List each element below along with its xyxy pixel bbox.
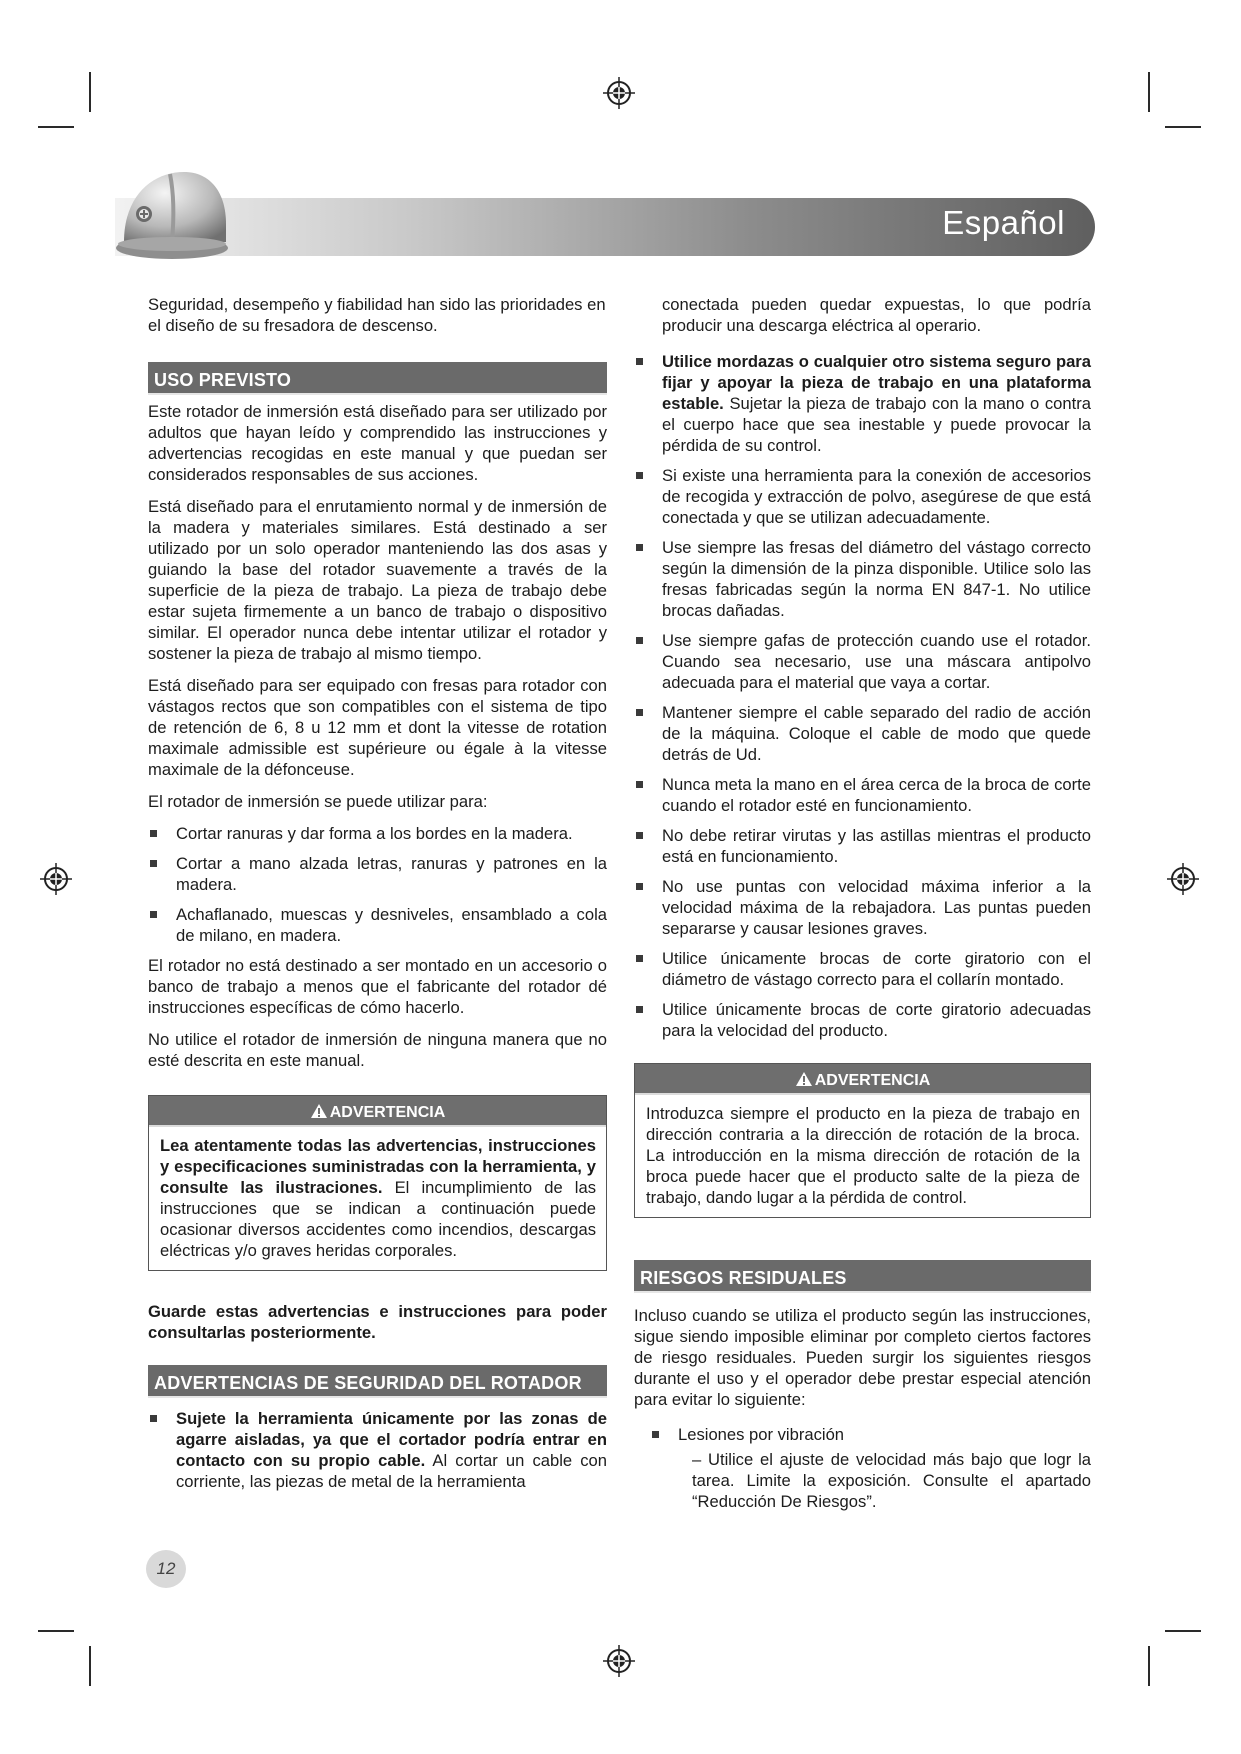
crop-mark: [1148, 72, 1150, 112]
uso-paragraph: No utilice el rotador de inmersión de ninguna manera que no esté descrita en este manual.: [148, 1030, 607, 1070]
dash-sub-item: – Utilice el ajuste de velocidad más bajo que logr la tarea. Limite la exposición. Consulte el apartado “Reducción De Riesgos”.: [692, 1450, 1091, 1511]
crop-mark: [38, 1630, 74, 1632]
page-number: 12: [146, 1550, 186, 1588]
registration-mark-icon: [602, 1644, 636, 1678]
bullet-square-icon: [636, 883, 643, 890]
seguridad-heading: ADVERTENCIAS DE SEGURIDAD DEL ROTADOR: [148, 1365, 607, 1398]
registration-mark-icon: [39, 862, 73, 896]
bullet-square-icon: [636, 781, 643, 788]
right-column: [634, 294, 1091, 1521]
crop-mark: [1165, 126, 1201, 128]
bullet-square-icon: [636, 358, 643, 365]
bullet-square-icon: [150, 860, 157, 867]
registration-mark-icon: [1166, 862, 1200, 896]
warning-triangle-icon: [795, 1071, 813, 1087]
riesgos-heading: RIESGOS RESIDUALES: [634, 1260, 1091, 1293]
warning-body: [149, 1127, 606, 1270]
bullet-square-icon: [150, 911, 157, 918]
list-item: Nunca meta la mano en el área cerca de la broca de corte cuando el rotador esté en funcionamiento.: [634, 774, 1091, 816]
list-item: Sujete la herramienta únicamente por las zonas de agarre aisladas, ya que el cortador podría entrar en contacto con su propio cable. Al cortar un cable con corriente, las piezas de metal de la herramienta: [148, 1408, 607, 1492]
safety-helmet-icon: [114, 164, 232, 262]
warning-header: [149, 1096, 606, 1127]
language-title: Español: [942, 204, 1065, 241]
list-item: Lesiones por vibración – Utilice el ajuste de velocidad más bajo que logr la tarea. Limite la exposición. Consulte el apartado “Reducción De Riesgos”.: [650, 1424, 1091, 1512]
list-item: Utilice únicamente brocas de corte giratorio con el diámetro de vástago correcto para el collarín montado.: [634, 948, 1091, 990]
list-item: Si existe una herramienta para la conexión de accesorios de recogida y extracción de polvo, asegúrese de que está conectada y que se utilizan adecuadamente.: [634, 465, 1091, 528]
bullet-square-icon: [636, 1006, 643, 1013]
bullet-square-icon: [636, 472, 643, 479]
list-item: Use siempre gafas de protección cuando use el rotador. Cuando sea necesario, use una máscara antipolvo adecuada para el material que vaya a cortar.: [634, 630, 1091, 693]
crop-mark: [89, 1646, 91, 1686]
list-item: No debe retirar virutas y las astillas mientras el producto está en funcionamiento.: [634, 825, 1091, 867]
list-item: Cortar a mano alzada letras, ranuras y patrones en la madera.: [148, 853, 607, 895]
uso-paragraph: El rotador no está destinado a ser montado en un accesorio o banco de trabajo a menos que el fabricante del rotador dé instrucciones específicas de cómo hacerlo.: [148, 956, 607, 1017]
uso-paragraph: El rotador de inmersión se puede utilizar para:: [148, 792, 488, 811]
bullet-square-icon: [150, 830, 157, 837]
bullet-square-icon: [636, 637, 643, 644]
crop-mark: [1148, 1646, 1150, 1686]
bullet-square-icon: [636, 832, 643, 839]
uso-bullet-list: [148, 823, 607, 946]
bullet-square-icon: [636, 709, 643, 716]
crop-mark: [1165, 1630, 1201, 1632]
riesgos-paragraph: Incluso cuando se utiliza el producto según las instrucciones, sigue siendo imposible eliminar por completo ciertos factores de riesgo residuales. Pueden surgir los siguientes riesgos durante el uso y el operador debe prestar especial atención para evitar lo siguiente:: [634, 1306, 1091, 1409]
bullet-square-icon: [636, 544, 643, 551]
warning-header: [635, 1064, 1090, 1095]
warning-bold-text: Lea atentamente todas las advertencias, instrucciones y especificaciones suministradas con la herramienta, y consulte las ilustraciones.: [160, 1136, 596, 1197]
warning-box: [634, 1063, 1091, 1218]
uso-paragraph: Este rotador de inmersión está diseñado para ser utilizado por adultos que hayan leído y comprendido las instrucciones y advertencias recogidas en este manual y que puedan ser considerados responsables de sus acciones.: [148, 402, 607, 484]
safety-bullet-list: [634, 351, 1091, 1041]
list-item: Use siempre las fresas del diámetro del vástago correcto según la dimensión de la pinza disponible. Utilice solo las fresas fabricadas según la norma EN 847-1. No utilice brocas dañadas.: [634, 537, 1091, 621]
riesgos-bullet-list: [650, 1424, 1091, 1512]
guarde-paragraph: Guarde estas advertencias e instrucciones para poder consultarlas posteriormente.: [148, 1302, 607, 1342]
list-item: Utilice únicamente brocas de corte giratorio adecuadas para la velocidad del producto.: [634, 999, 1091, 1041]
bullet-square-icon: [652, 1431, 659, 1438]
list-item: No use puntas con velocidad máxima inferior a la velocidad máxima de la rebajadora. Las puntas pueden separarse y causar lesiones graves.: [634, 876, 1091, 939]
uso-previsto-heading: USO PREVISTO: [148, 362, 607, 395]
uso-paragraph: Está diseñado para el enrutamiento normal y de inmersión de la madera y materiales similares. Está destinado a ser utilizado por un solo operador manteniendo las dos asas y guiando la base del rotador suavemente a través de la superficie de la pieza de trabajo. La pieza de trabajo debe estar sujeta firmemente a un banco de trabajo o dispositivo similar. El operador nunca debe intentar utilizar el rotador y sostener la pieza de trabajo al mismo tiempo.: [148, 497, 607, 663]
uso-paragraph: Está diseñado para ser equipado con fresas para rotador con vástagos rectos que son compatibles con el sistema de tipo de retención de 6, 8 u 12 mm et dont la vitesse de rotation maximale admissible est supérieure ou égale à la vitesse maximale de la défonceuse.: [148, 676, 607, 779]
warning-text: El incumplimiento de las instrucciones que se indican a continuación puede ocasionar diversos accidentes como incendios, descargas eléctricas y/o graves heridas corporales.: [160, 1178, 596, 1260]
warning-title: ADVERTENCIA: [814, 1072, 931, 1089]
left-column: [148, 294, 607, 1501]
list-item: Cortar ranuras y dar forma a los bordes en la madera.: [148, 823, 607, 844]
bullet-square-icon: [636, 955, 643, 962]
list-item: Utilice mordazas o cualquier otro sistema seguro para fijar y apoyar la pieza de trabajo en una plataforma estable. Sujetar la pieza de trabajo con la mano o contra el cuerpo hace que sea inestable y puede provocar la pérdida de su control.: [634, 351, 1091, 456]
warning-box: [148, 1095, 607, 1271]
registration-mark-icon: [602, 76, 636, 110]
seguridad-bullet-list: [148, 1408, 607, 1492]
continued-paragraph: conectada pueden quedar expuestas, lo que podría producir una descarga eléctrica al operario.: [662, 295, 1091, 335]
crop-mark: [38, 126, 74, 128]
warning-title: ADVERTENCIA: [329, 1104, 446, 1121]
crop-mark: [89, 72, 91, 112]
list-item: Mantener siempre el cable separado del radio de acción de la máquina. Coloque el cable de modo que quede detrás de Ud.: [634, 702, 1091, 765]
bullet-square-icon: [150, 1415, 157, 1422]
warning-body: [635, 1095, 1090, 1217]
intro-paragraph: Seguridad, desempeño y fiabilidad han sido las prioridades en el diseño de su fresadora de descenso.: [148, 295, 606, 335]
warning-triangle-icon: [310, 1103, 328, 1119]
language-banner: [115, 198, 1095, 256]
list-item: Achaflanado, muescas y desniveles, ensamblado a cola de milano, en madera.: [148, 904, 607, 946]
warning-text: Introduzca siempre el producto en la pieza de trabajo en dirección contraria a la dirección de rotación de la broca. La introducción en la misma dirección de rotación de la broca puede hacer que el producto salte de la pieza de trabajo, dando lugar a la pérdida de control.: [646, 1104, 1080, 1207]
